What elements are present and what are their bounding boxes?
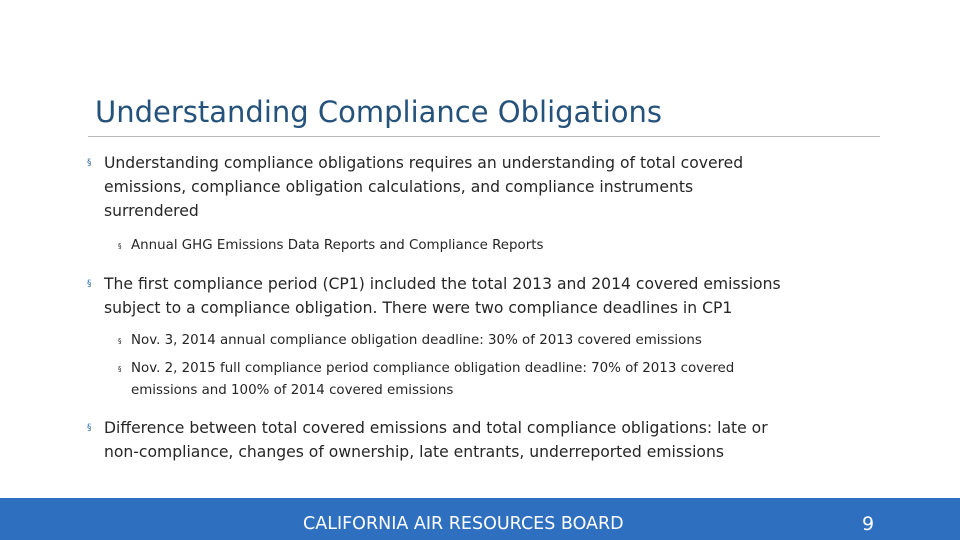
bullet-line: Difference between total covered emissions and total compliance obligations: late or (104, 419, 768, 437)
sub-bullet-2-1 (118, 330, 702, 352)
sub-bullet-1-1 (118, 235, 544, 257)
sub-bullet-line: emissions and 100% of 2014 covered emissions (131, 383, 454, 398)
bullet-line: non-compliance, changes of ownership, late entrants, underreported emissions (104, 443, 724, 461)
sub-bullet-marker: § (118, 242, 122, 250)
bullet-marker: § (87, 158, 92, 168)
slide-title: Understanding Compliance Obligations (95, 95, 662, 129)
bullet-line: Understanding compliance obligations requires an understanding of total covered (104, 154, 744, 172)
bullet-3 (87, 416, 768, 464)
sub-bullet-marker: § (118, 365, 122, 373)
bullet-line: surrendered (104, 202, 199, 220)
bullet-marker: § (87, 423, 92, 433)
bullet-line: The first compliance period (CP1) included the total 2013 and 2014 covered emissions (104, 275, 781, 293)
sub-bullet-line: Annual GHG Emissions Data Reports and Compliance Reports (131, 238, 544, 253)
footer-organization: CALIFORNIA AIR RESOURCES BOARD (303, 514, 624, 534)
bullet-line: emissions, compliance obligation calculations, and compliance instruments (104, 178, 694, 196)
bullet-line: subject to a compliance obligation. There were two compliance deadlines in CP1 (104, 299, 733, 317)
bullet-2 (87, 272, 781, 320)
title-divider (88, 136, 880, 137)
page-number: 9 (862, 513, 875, 535)
sub-bullet-line: Nov. 3, 2014 annual compliance obligation deadline: 30% of 2013 covered emissions (131, 333, 702, 348)
bullet-1 (87, 151, 744, 223)
bullet-marker: § (87, 279, 92, 289)
sub-bullet-line: Nov. 2, 2015 full compliance period compliance obligation deadline: 70% of 2013 covered (131, 361, 735, 376)
sub-bullet-2-2 (118, 358, 735, 402)
sub-bullet-marker: § (118, 337, 122, 345)
